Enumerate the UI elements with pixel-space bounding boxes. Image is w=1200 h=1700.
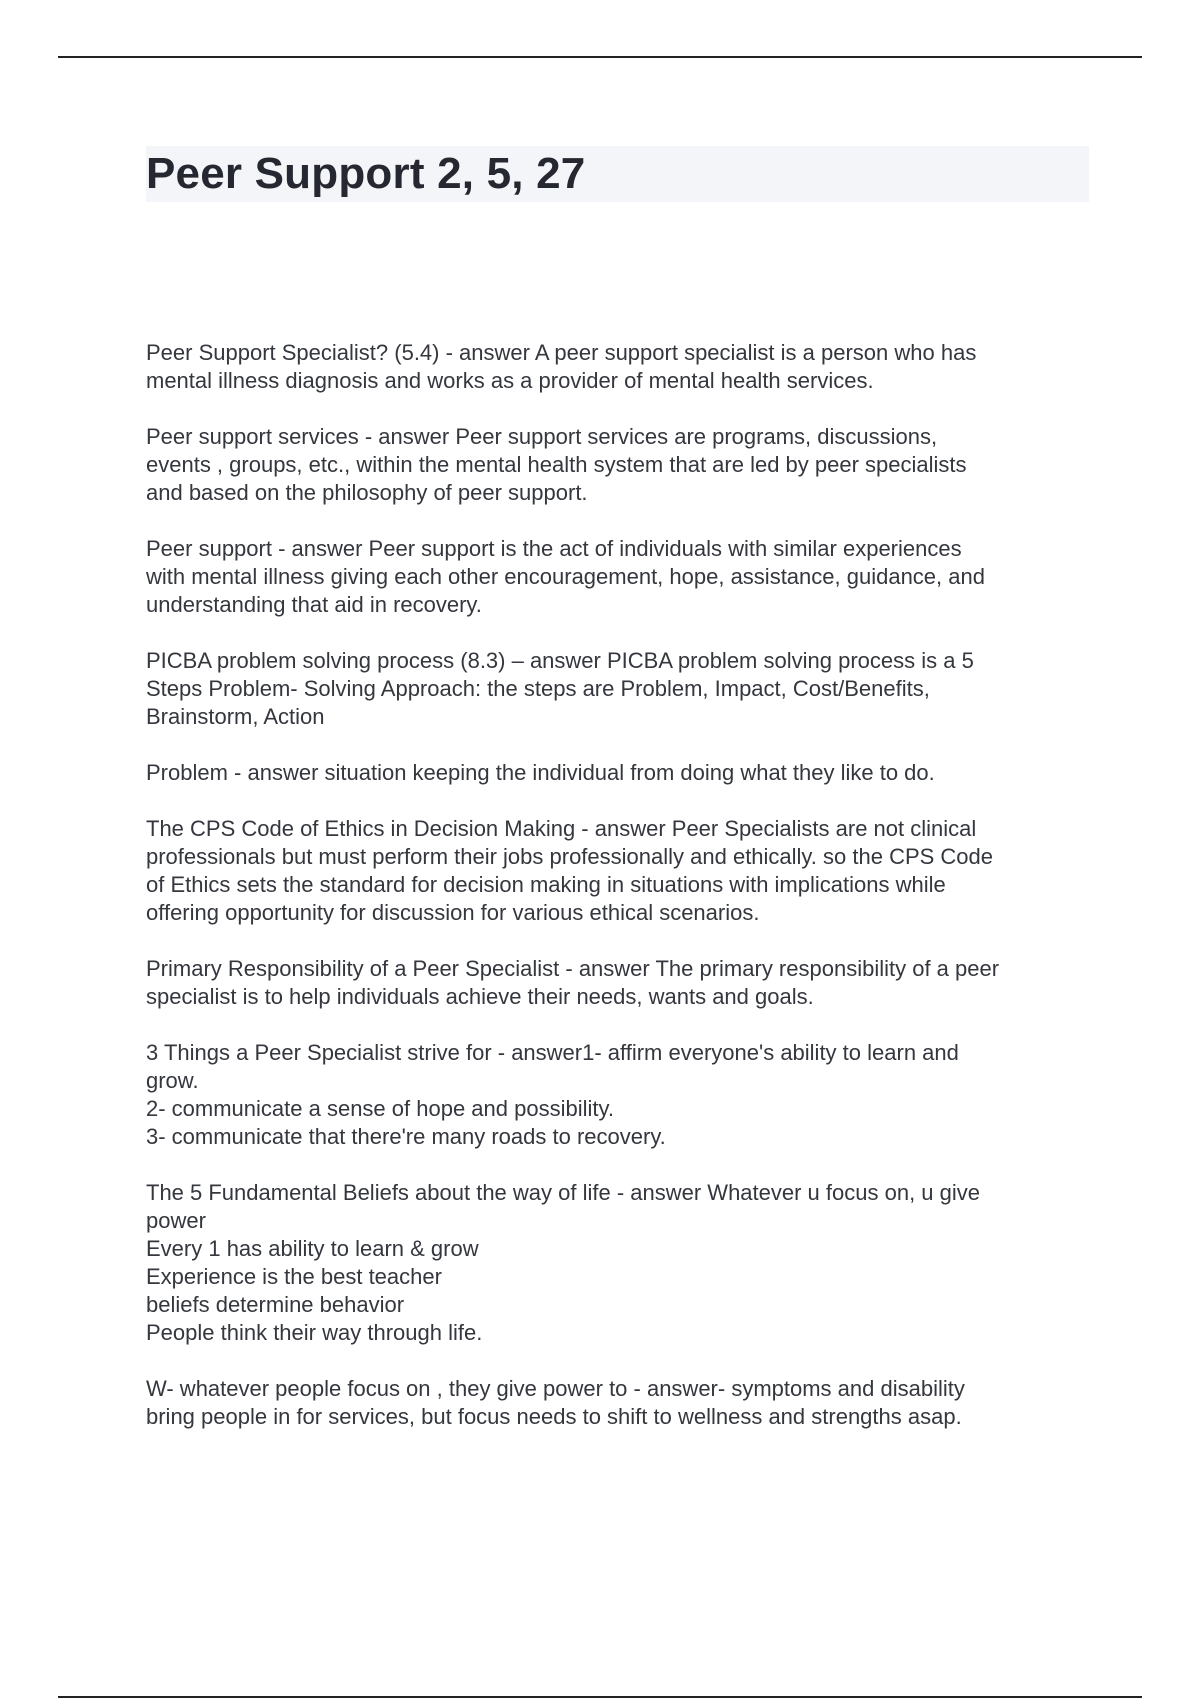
qa-entry <box>146 339 1096 395</box>
document-body <box>146 339 1096 1459</box>
qa-line: PICBA problem solving process (8.3) – answer PICBA problem solving process is a 5 <box>146 648 974 673</box>
page-title: Peer Support 2, 5, 27 <box>146 149 586 198</box>
qa-line: mental illness diagnosis and works as a provider of mental health services. <box>146 368 874 393</box>
qa-line: Steps Problem- Solving Approach: the steps are Problem, Impact, Cost/Benefits, <box>146 676 930 701</box>
qa-entry <box>146 815 1096 927</box>
qa-entry <box>146 955 1096 1011</box>
bottom-rule <box>58 1696 1142 1698</box>
qa-line: and based on the philosophy of peer support. <box>146 480 588 505</box>
qa-entry <box>146 759 1096 787</box>
qa-line: 3- communicate that there're many roads to recovery. <box>146 1124 666 1149</box>
qa-line: People think their way through life. <box>146 1320 483 1345</box>
qa-entry <box>146 1039 1096 1151</box>
top-rule <box>58 56 1142 58</box>
qa-entry <box>146 1375 1096 1431</box>
qa-entry <box>146 647 1096 731</box>
qa-line: bring people in for services, but focus needs to shift to wellness and strengths asap. <box>146 1404 962 1429</box>
qa-line: understanding that aid in recovery. <box>146 592 482 617</box>
qa-line: specialist is to help individuals achieve their needs, wants and goals. <box>146 984 814 1009</box>
qa-line: 3 Things a Peer Specialist strive for - answer1- affirm everyone's ability to learn and <box>146 1040 959 1065</box>
qa-entry <box>146 1179 1096 1347</box>
qa-line: W- whatever people focus on , they give power to - answer- symptoms and disability <box>146 1376 965 1401</box>
qa-line: Brainstorm, Action <box>146 704 325 729</box>
qa-line: offering opportunity for discussion for various ethical scenarios. <box>146 900 760 925</box>
qa-line: grow. <box>146 1068 199 1093</box>
qa-line: professionals but must perform their jobs professionally and ethically. so the CPS Code <box>146 844 994 869</box>
qa-line: power <box>146 1208 206 1233</box>
qa-line: Peer Support Specialist? (5.4) - answer A peer support specialist is a person who has <box>146 340 977 365</box>
qa-line: beliefs determine behavior <box>146 1292 405 1317</box>
qa-entry <box>146 423 1096 507</box>
qa-line: with mental illness giving each other encouragement, hope, assistance, guidance, and <box>146 564 985 589</box>
qa-line: The CPS Code of Ethics in Decision Making - answer Peer Specialists are not clinical <box>146 816 977 841</box>
qa-line: Experience is the best teacher <box>146 1264 442 1289</box>
qa-line: of Ethics sets the standard for decision making in situations with implications while <box>146 872 946 897</box>
qa-line: Every 1 has ability to learn & grow <box>146 1236 479 1261</box>
qa-line: Peer support services - answer Peer support services are programs, discussions, <box>146 424 938 449</box>
qa-line: events , groups, etc., within the mental health system that are led by peer specialists <box>146 452 967 477</box>
qa-line: The 5 Fundamental Beliefs about the way of life - answer Whatever u focus on, u give <box>146 1180 981 1205</box>
qa-line: Primary Responsibility of a Peer Specialist - answer The primary responsibility of a peer <box>146 956 1000 981</box>
qa-line: 2- communicate a sense of hope and possibility. <box>146 1096 614 1121</box>
qa-entry <box>146 535 1096 619</box>
qa-line: Problem - answer situation keeping the individual from doing what they like to do. <box>146 760 935 785</box>
qa-line: Peer support - answer Peer support is the act of individuals with similar experiences <box>146 536 962 561</box>
